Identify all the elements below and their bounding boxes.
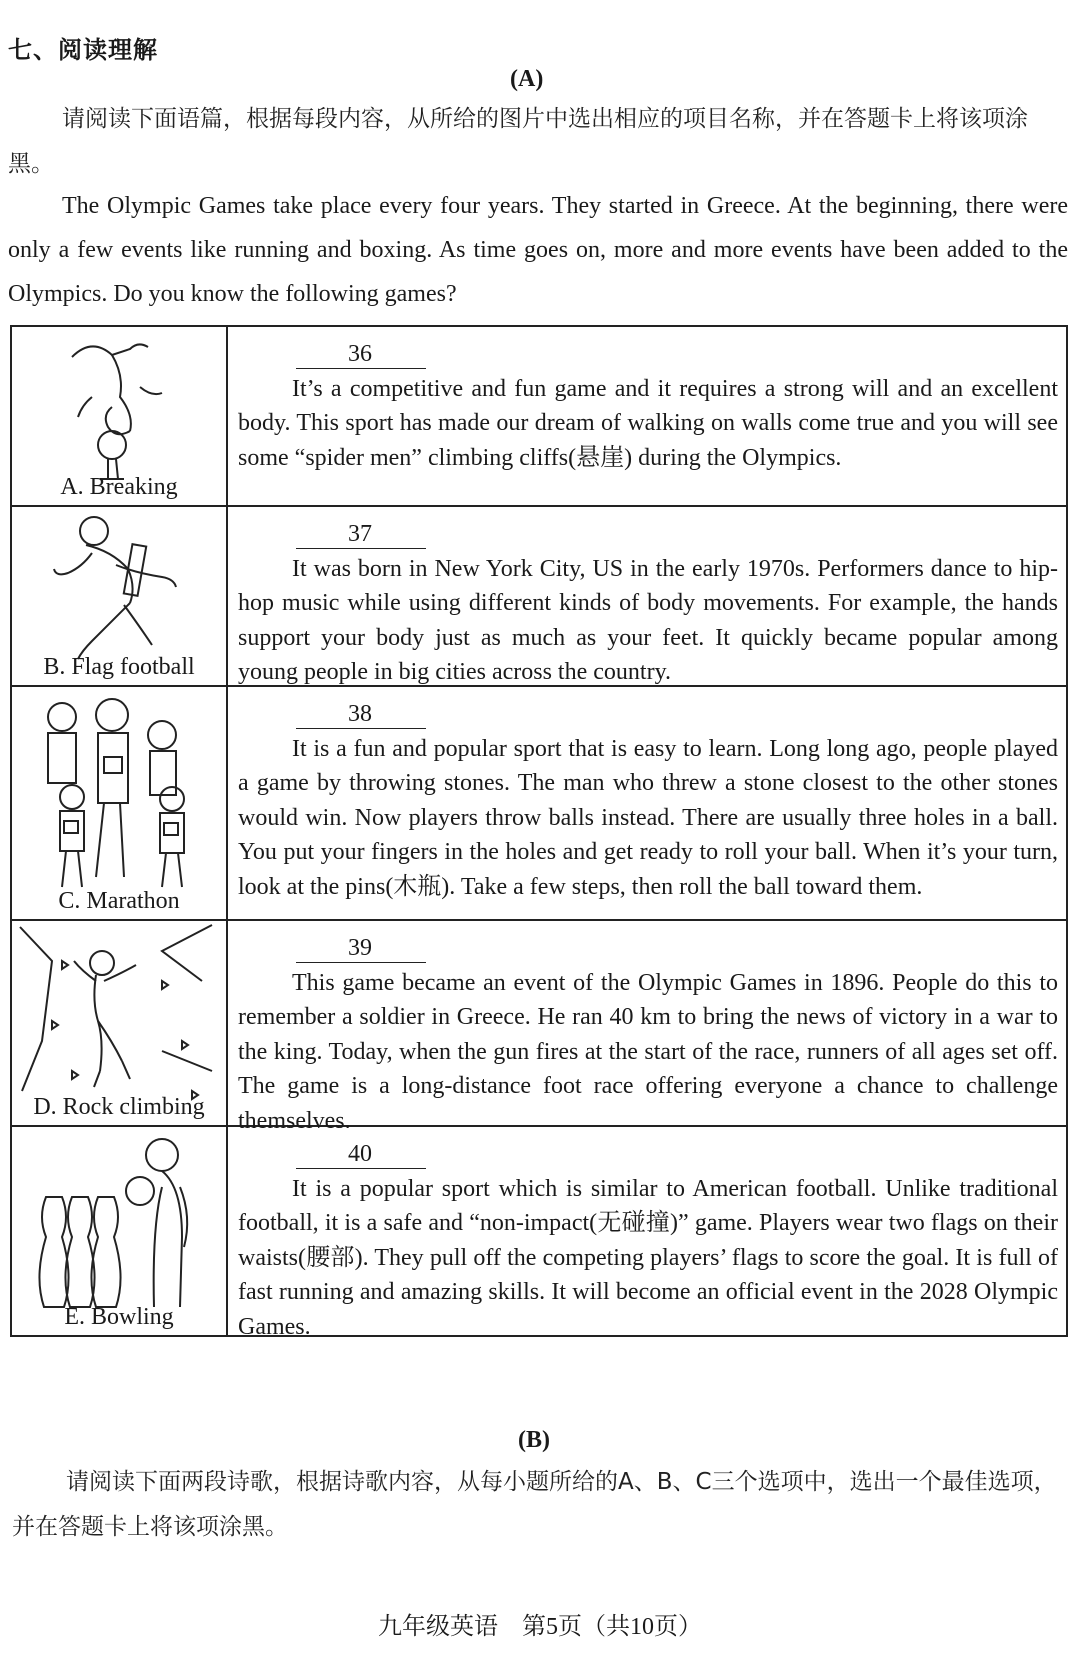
passage-cell [228, 687, 1066, 919]
page-footer: 九年级英语 第5页（共10页） [378, 1614, 702, 1640]
option-label: B. Flag football [43, 654, 195, 680]
option-label: C. Marathon [58, 888, 180, 914]
passage-text: It is a fun and popular sport that is easy to learn. Long long ago, people played a game by throwing stones. The man who threw a stone closest to the other stones would win. Now players throw balls instead. There are usually three holes in a ball. You put your fingers in the holes and get ready to roll your ball. When it’s your turn, look at the pins(木瓶). Take a few steps, then roll the ball toward them. [238, 735, 1058, 900]
option-label: A. Breaking [60, 474, 178, 500]
option-label: D. Rock climbing [33, 1094, 205, 1120]
sports-matching-table [10, 325, 1068, 1340]
passage-text: It was born in New York City, US in the early 1970s. Performers dance to hip-hop music while using different kinds of body movements. For example, the hands support your body just as much as your feet. It quickly became popular among young people in big cities across the country. [238, 555, 1058, 685]
answer-blank[interactable]: 37 [296, 520, 426, 549]
table-row [12, 507, 1066, 687]
picture-cell [12, 327, 228, 505]
answer-blank[interactable]: 39 [296, 934, 426, 963]
table-row [12, 687, 1066, 921]
picture-cell [12, 921, 228, 1125]
part-b-label: (B) [518, 1427, 550, 1453]
part-a-label: (A) [510, 66, 544, 92]
picture-cell [12, 687, 228, 919]
answer-blank[interactable]: 36 [296, 340, 426, 369]
section-heading: 七、阅读理解 [8, 36, 158, 64]
passage-cell [228, 921, 1066, 1134]
marathon-illustration [12, 687, 226, 921]
part-a-instruction: 请阅读下面语篇，根据每段内容，从所给的图片中选出相应的项目名称，并在答题卡上将该项涂黑。 [8, 106, 1028, 177]
option-label: E. Bowling [64, 1304, 174, 1330]
table-row [12, 1127, 1066, 1340]
part-a-intro: The Olympic Games take place every four years. They started in Greece. At the beginning, there were only a few events like running and boxing. As time goes on, more and more events have been added to the Olympics. Do you know the following games? [8, 193, 1068, 307]
passage-text: It’s a competitive and fun game and it requires a strong will and an excellent body. This sport has made our dream of walking on walls come true and you will see some “spider men” climbing cliffs(悬崖) during the Olympics. [238, 375, 1058, 471]
part-b-instruction: 请阅读下面两段诗歌，根据诗歌内容，从每小题所给的A、B、C三个选项中，选出一个最佳选项，并在答题卡上将该项涂黑。 [12, 1469, 1057, 1540]
passage-cell [228, 507, 1066, 685]
passage-cell [228, 1127, 1066, 1340]
passage-text: This game became an event of the Olympic Games in 1896. People do this to remember a soldier in Greece. He ran 40 km to bring the news of victory in a war to the king. Today, when the gun fires at the start of the race, runners of all ages set off. The game is a long-distance foot race offering everyone a chance to challenge themselves. [238, 969, 1058, 1134]
answer-blank[interactable]: 40 [296, 1140, 426, 1169]
picture-cell [12, 1127, 228, 1335]
passage-cell [228, 327, 1066, 505]
picture-cell [12, 507, 228, 685]
table-row [12, 327, 1066, 507]
table-row [12, 921, 1066, 1134]
passage-text: It is a popular sport which is similar to American football. Unlike traditional football, it is a safe and “non-impact(无碰撞)” game. Players wear two flags on their waists(腰部). They pull off the competing players’ flags to score the goal. It is full of fast running and amazing skills. It will become an official event in the 2028 Olympic Games. [238, 1175, 1058, 1340]
answer-blank[interactable]: 38 [296, 700, 426, 729]
